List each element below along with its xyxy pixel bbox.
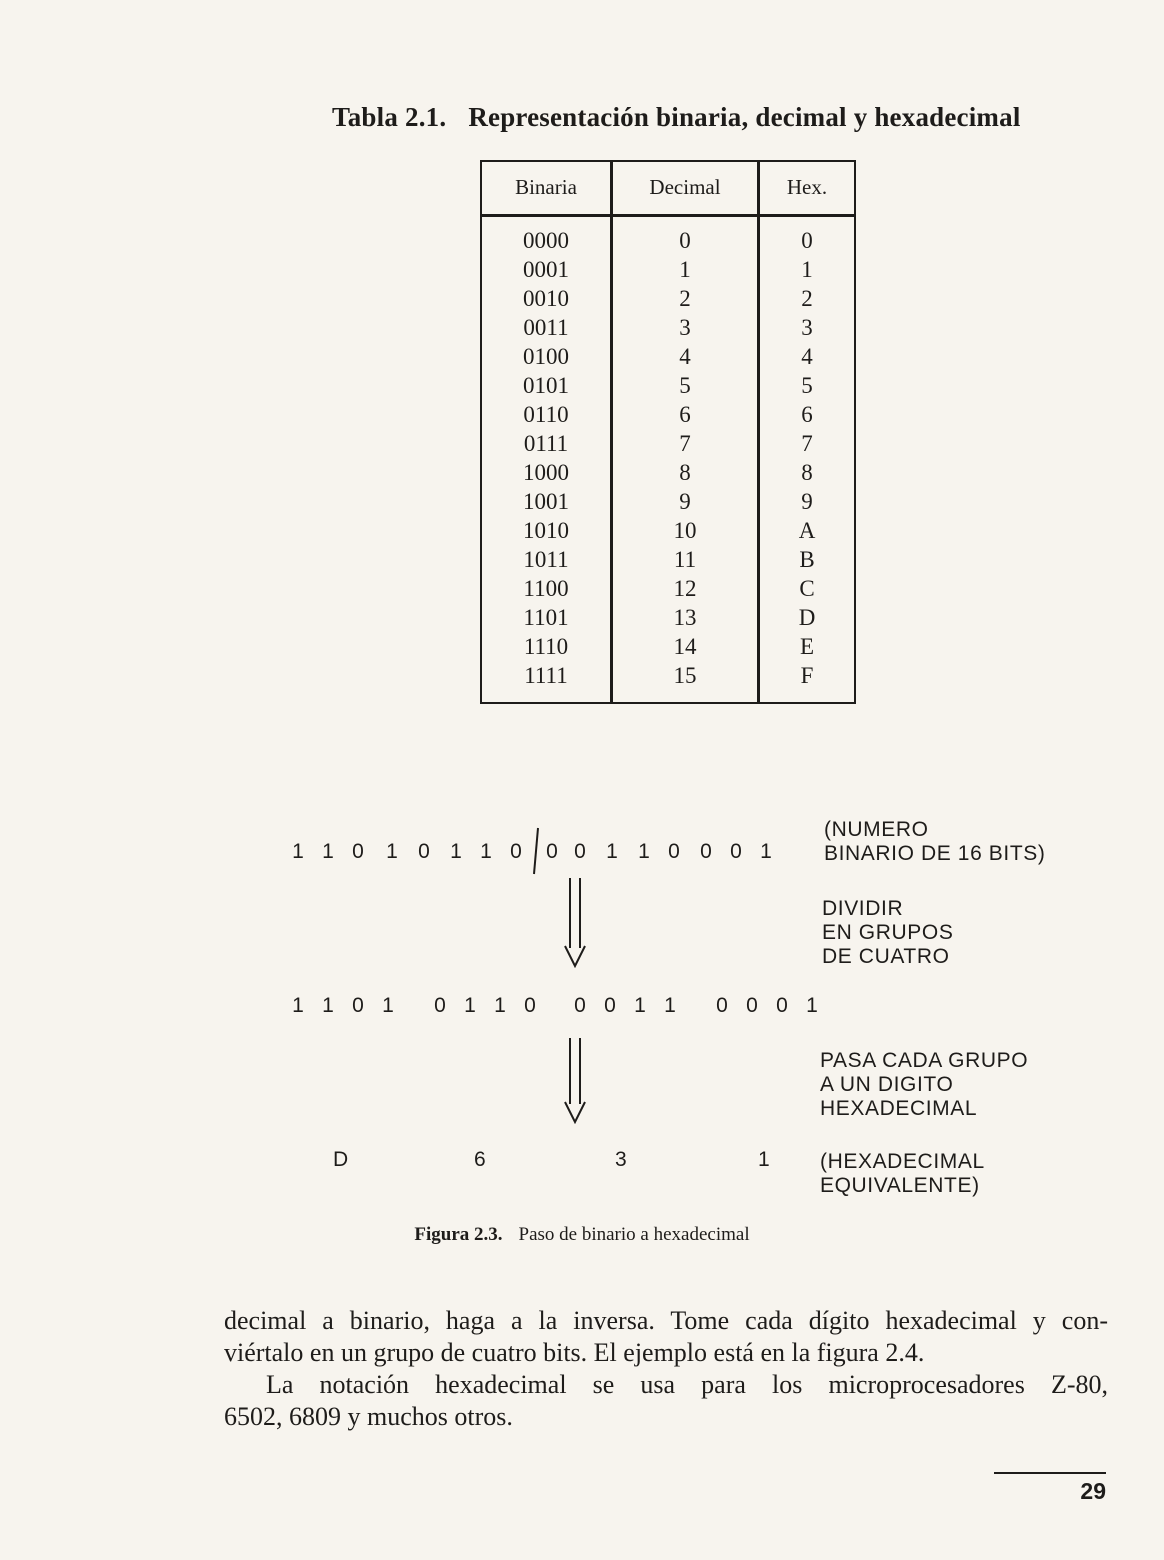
body-line: viértalo en un grupo de cuatro bits. El ejemplo está en la figura 2.4. — [224, 1338, 925, 1367]
group-bit-digit: 1 — [806, 994, 818, 1017]
binary-cell: 1010 — [523, 518, 569, 543]
binary-cell: 1111 — [524, 663, 568, 688]
decimal-cell: 12 — [673, 576, 697, 601]
folio-rule — [994, 1472, 1106, 1474]
decimal-cell: 8 — [679, 460, 691, 485]
decimal-cell: 11 — [673, 547, 697, 572]
bit-digit: 0 — [700, 840, 712, 863]
bit-digit: 0 — [546, 840, 558, 863]
hex-cell: F — [800, 663, 814, 688]
double-down-arrow-icon — [562, 876, 588, 968]
decimal-cell: 14 — [673, 634, 697, 659]
binary-cell: 0110 — [523, 402, 569, 427]
hex-digit: 6 — [474, 1148, 486, 1171]
hex-cell: 2 — [801, 286, 813, 311]
hex-cell: E — [799, 634, 815, 659]
page-number: 29 — [1080, 1478, 1106, 1504]
group-bit-digit: 1 — [494, 994, 506, 1017]
bit-digit: 1 — [760, 840, 772, 863]
decimal-cell: 0 — [679, 228, 691, 253]
figure-caption-text: Paso de binario a hexadecimal — [518, 1224, 750, 1245]
hex-cell: 3 — [801, 315, 813, 340]
group-bit-digit: 1 — [634, 994, 646, 1017]
hex-cell: 5 — [801, 373, 813, 398]
hex-cell: 7 — [801, 431, 813, 456]
binary-cell: 0100 — [523, 344, 569, 369]
hex-cell: D — [798, 605, 816, 630]
hex-cell: C — [799, 576, 815, 601]
note-hex-equivalent: (HEXADECIMAL EQUIVALENTE) — [820, 1150, 985, 1197]
decimal-cell: 6 — [679, 402, 691, 427]
bit-digit: 1 — [638, 840, 650, 863]
body-line: decimal a binario, haga a la inversa. Tome cada dígito hexadecimal y con- — [224, 1306, 1108, 1335]
decimal-column — [613, 162, 757, 702]
group-bit-digit: 0 — [604, 994, 616, 1017]
conversion-table — [480, 160, 856, 704]
hex-header: Hex. — [786, 175, 828, 199]
bit-digit: 0 — [668, 840, 680, 863]
binary-cell: 1011 — [523, 547, 569, 572]
bit-digit: 0 — [510, 840, 522, 863]
bit-digit: 1 — [480, 840, 492, 863]
table-caption-text: Representación binaria, decimal y hexadecimal — [468, 102, 1021, 132]
group-bit-digit: 0 — [716, 994, 728, 1017]
note-binary-16-bits: (NUMERO BINARIO DE 16 BITS) — [824, 818, 1046, 865]
decimal-cell: 2 — [679, 286, 691, 311]
binary-cell: 1001 — [523, 489, 569, 514]
byte-divider-line — [528, 826, 542, 876]
group-bit-digit: 0 — [776, 994, 788, 1017]
bit-digit: 1 — [450, 840, 462, 863]
hex-digit: D — [333, 1148, 349, 1171]
binary-header: Binaria — [515, 175, 577, 199]
group-bit-digit: 0 — [524, 994, 536, 1017]
hex-cell: B — [799, 547, 815, 572]
body-line: La notación hexadecimal se usa para los microprocesadores Z-80, — [266, 1370, 1108, 1399]
binary-cell: 1000 — [523, 460, 569, 485]
group-bit-digit: 1 — [292, 994, 304, 1017]
binary-column — [482, 162, 610, 702]
binary-cell: 0101 — [523, 373, 569, 398]
group-bit-digit: 1 — [322, 994, 334, 1017]
bit-digit: 1 — [386, 840, 398, 863]
bit-digit: 1 — [292, 840, 304, 863]
hex-cell: 8 — [801, 460, 813, 485]
hex-cell: 0 — [801, 228, 813, 253]
binary-cell: 1100 — [523, 576, 569, 601]
hex-digit: 1 — [758, 1148, 770, 1171]
figure-caption-label: Figura 2.3. — [414, 1224, 503, 1245]
decimal-cell: 5 — [679, 373, 691, 398]
group-bit-digit: 1 — [464, 994, 476, 1017]
binary-cell: 0010 — [523, 286, 569, 311]
binary-cell: 0011 — [523, 315, 569, 340]
binary-cell: 1110 — [523, 634, 569, 659]
hex-column — [760, 162, 854, 702]
bit-digit: 0 — [352, 840, 364, 863]
table-caption-label: Tabla 2.1. — [332, 102, 447, 132]
bit-digit: 0 — [574, 840, 586, 863]
decimal-cell: 15 — [673, 663, 697, 688]
group-bit-digit: 1 — [382, 994, 394, 1017]
binary-cell: 1101 — [523, 605, 569, 630]
decimal-cell: 4 — [679, 344, 691, 369]
decimal-cell: 10 — [673, 518, 697, 543]
decimal-cell: 7 — [679, 431, 691, 456]
figure-caption — [0, 1224, 1164, 1246]
group-bit-digit: 1 — [664, 994, 676, 1017]
binary-cell: 0001 — [523, 257, 569, 282]
hex-cell: 4 — [801, 344, 813, 369]
bit-digit: 1 — [606, 840, 618, 863]
hex-cell: 9 — [801, 489, 813, 514]
binary-cell: 0000 — [523, 228, 569, 253]
note-divide-groups: DIVIDIR EN GRUPOS DE CUATRO — [822, 897, 954, 968]
bit-digit: 0 — [418, 840, 430, 863]
hex-digit: 3 — [615, 1148, 627, 1171]
bit-digit: 1 — [322, 840, 334, 863]
note-group-to-hex: PASA CADA GRUPO A UN DIGITO HEXADECIMAL — [820, 1049, 1029, 1120]
hex-cell: 1 — [801, 257, 813, 282]
group-bit-digit: 0 — [746, 994, 758, 1017]
group-bit-digit: 0 — [574, 994, 586, 1017]
bit-digit: 0 — [730, 840, 742, 863]
decimal-cell: 3 — [679, 315, 691, 340]
decimal-header: Decimal — [649, 175, 721, 199]
body-line: 6502, 6809 y muchos otros. — [224, 1402, 513, 1431]
binary-cell: 0111 — [523, 431, 569, 456]
decimal-cell: 13 — [673, 605, 697, 630]
hex-cell: A — [798, 518, 816, 543]
hex-cell: 6 — [801, 402, 813, 427]
decimal-cell: 9 — [679, 489, 691, 514]
double-down-arrow-icon — [562, 1036, 588, 1124]
group-bit-digit: 0 — [434, 994, 446, 1017]
table-caption — [332, 102, 1021, 133]
decimal-cell: 1 — [679, 257, 691, 282]
group-bit-digit: 0 — [352, 994, 364, 1017]
